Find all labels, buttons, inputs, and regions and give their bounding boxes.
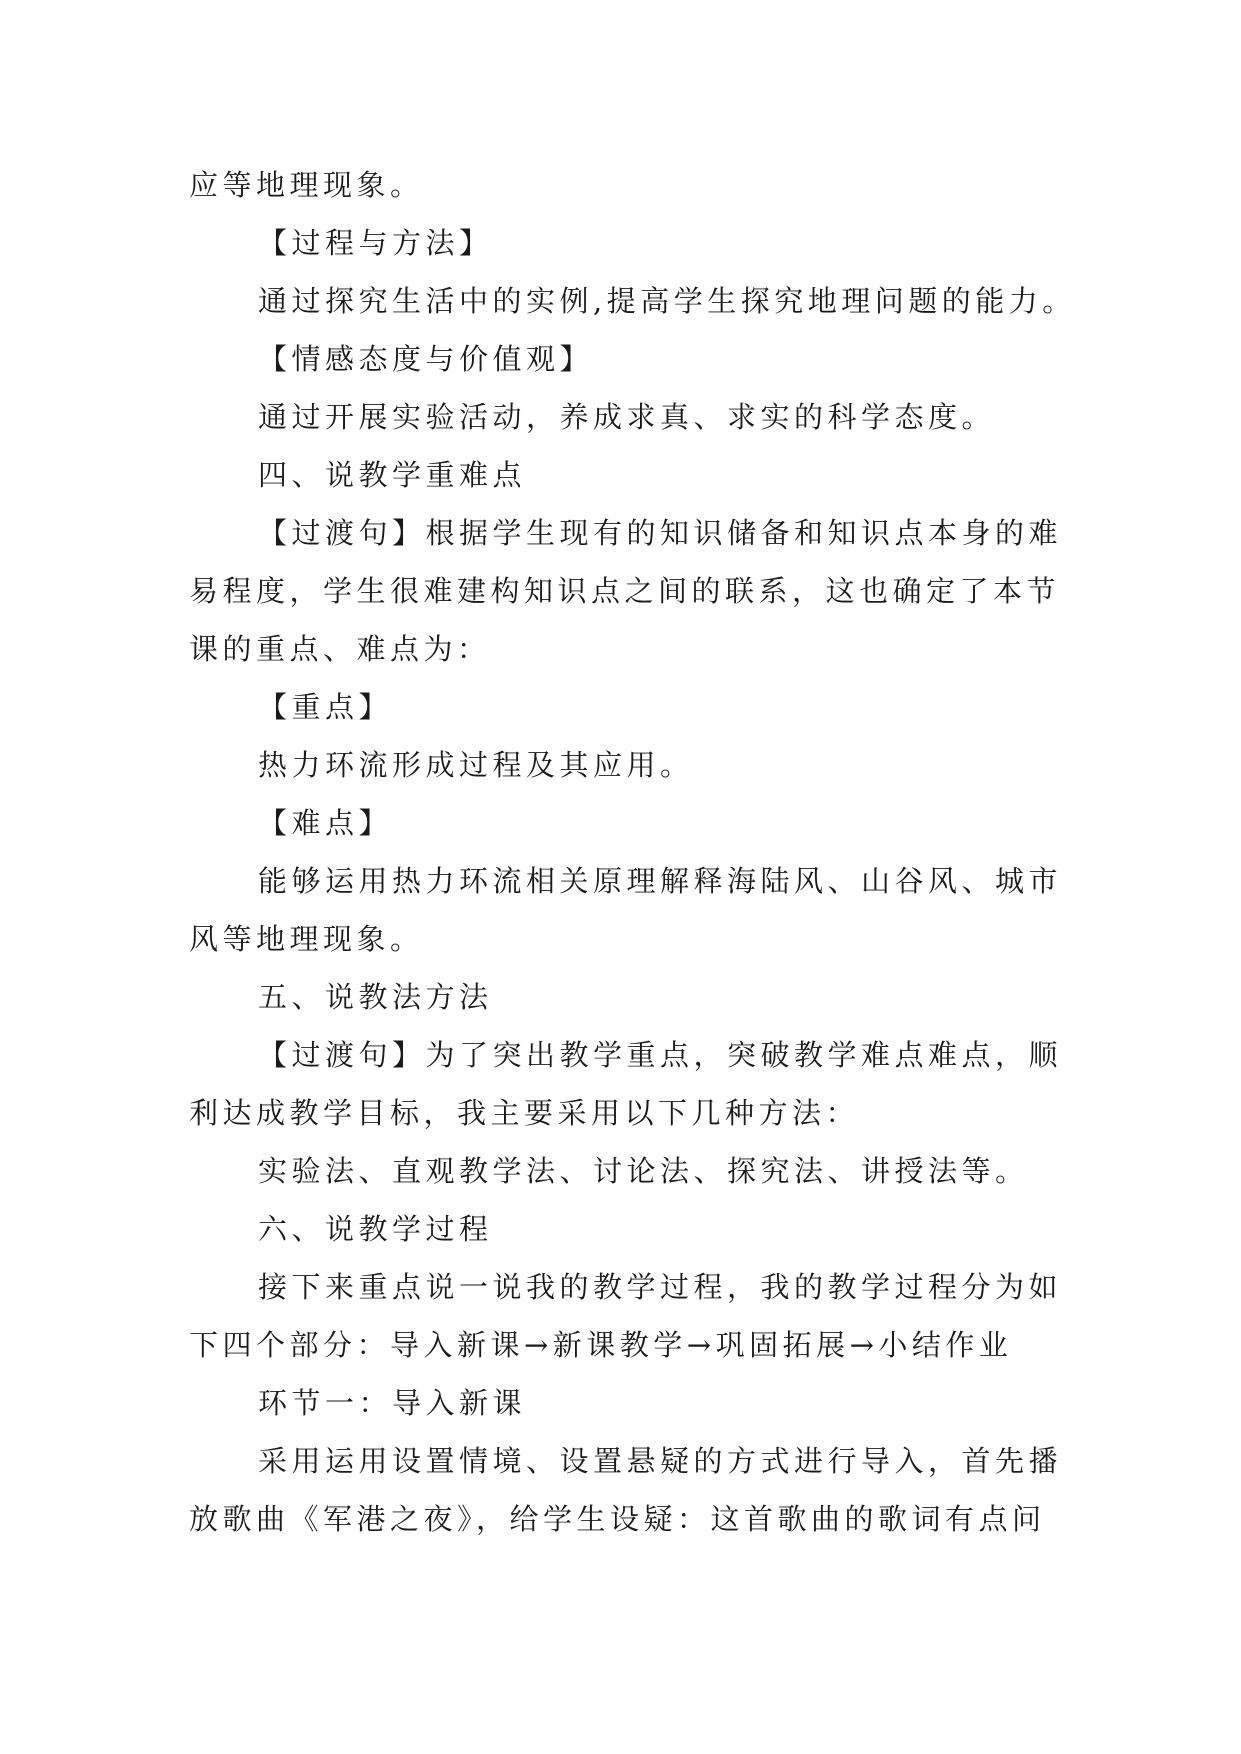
text-line: 【过渡句】根据学生现有的知识储备和知识点本身的难 (258, 516, 1063, 550)
section-heading: 五、说教法方法 (258, 980, 493, 1014)
section-heading: 六、说教学过程 (258, 1212, 493, 1246)
text-line: 风等地理现象。 (189, 922, 424, 956)
text-line: 放歌曲《军港之夜》，给学生设疑：这首歌曲的歌词有点问 (189, 1502, 1046, 1536)
text-line: 下四个部分：导入新课→新课教学→巩固拓展→小结作业 (189, 1328, 1013, 1362)
text-line: 实验法、直观教学法、讨论法、探究法、讲授法等。 (258, 1154, 1029, 1188)
text-line: 采用运用设置情境、设置悬疑的方式进行导入，首先播 (258, 1444, 1063, 1478)
text-line: 应等地理现象。 (189, 168, 424, 202)
text-line: 通过开展实验活动，养成求真、求实的科学态度。 (258, 400, 996, 434)
text-line: 热力环流形成过程及其应用。 (258, 748, 694, 782)
text-line: 【过渡句】为了突出教学重点，突破教学难点难点，顺 (258, 1038, 1063, 1072)
section-heading: 【难点】 (258, 806, 393, 840)
text-line: 利达成教学目标，我主要采用以下几种方法： (189, 1096, 860, 1130)
section-heading: 【情感态度与价值观】 (258, 342, 594, 376)
text-line: 通过探究生活中的实例,提高学生探究地理问题的能力。 (258, 284, 1076, 318)
text-line: 能够运用热力环流相关原理解释海陆风、山谷风、城市 (258, 864, 1063, 898)
section-heading: 四、说教学重难点 (258, 458, 527, 492)
section-heading: 【重点】 (258, 690, 393, 724)
text-line: 接下来重点说一说我的教学过程，我的教学过程分为如 (258, 1270, 1063, 1304)
section-heading: 环节一：导入新课 (258, 1386, 527, 1420)
section-heading: 【过程与方法】 (258, 226, 493, 260)
text-line: 课的重点、难点为： (189, 632, 491, 666)
text-line: 易程度，学生很难建构知识点之间的联系，这也确定了本节 (189, 574, 1061, 608)
